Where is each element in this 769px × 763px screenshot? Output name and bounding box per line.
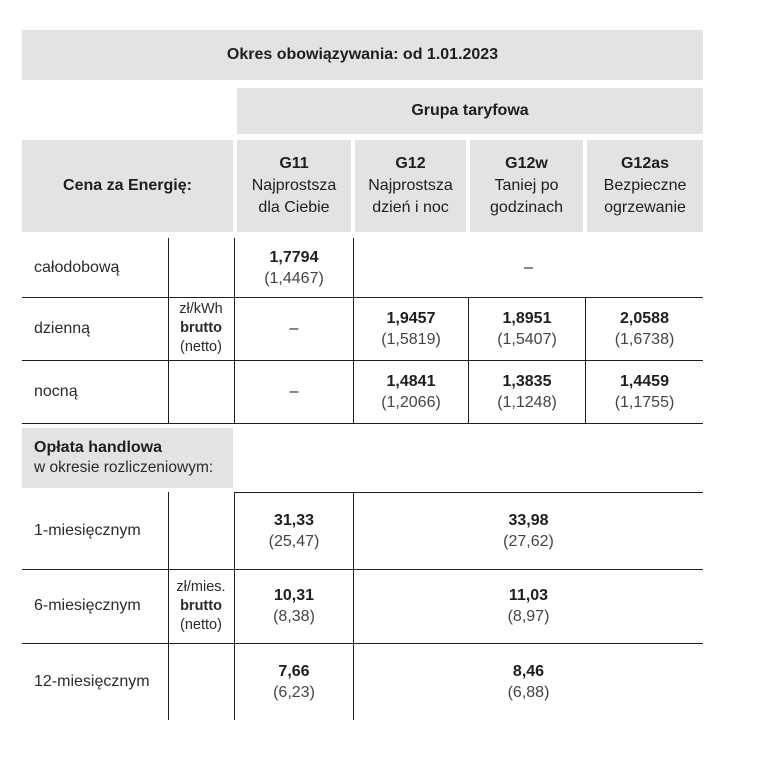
group-code: G12as — [620, 155, 670, 172]
group-name-line2: dzień i noc — [372, 199, 449, 216]
group-name-line2: godzinach — [490, 199, 563, 216]
price-cell — [469, 297, 585, 360]
price-cell — [586, 297, 703, 360]
validity-text: Okres obowiązywania: od 1.01.2023 — [226, 46, 499, 63]
dash: – — [289, 320, 299, 337]
group-name-line1: Najprostsza — [368, 177, 453, 194]
fee-net: (8,38) — [273, 608, 315, 625]
unit-gross: brutto — [180, 597, 222, 614]
price-cell — [354, 360, 468, 423]
fee-net: (25,47) — [268, 532, 320, 550]
group-code: G12w — [505, 155, 548, 172]
price-gross: 1,4841 — [386, 372, 436, 390]
energy-price-header — [22, 140, 233, 232]
energy-price-label: Cena za Energię: — [63, 177, 192, 194]
dash: – — [289, 383, 299, 400]
price-cell — [354, 297, 468, 360]
dash: – — [524, 259, 533, 276]
group-name-line1: Taniej po — [494, 177, 559, 194]
price-cell — [469, 360, 585, 423]
fee-gross: 7,66 — [278, 662, 310, 680]
row-label-text: całodobową — [34, 258, 120, 276]
fee-net: (27,62) — [503, 532, 554, 550]
price-net: (1,6738) — [614, 330, 675, 348]
fee-cell — [354, 569, 703, 643]
price-cell — [586, 360, 703, 423]
group-header-g12w — [470, 140, 583, 232]
unit-gross: brutto — [180, 320, 222, 336]
group-name-line1: Bezpieczne — [603, 177, 687, 194]
row-label-text: dzienną — [34, 319, 91, 337]
price-gross: 1,4459 — [620, 372, 669, 390]
fee-cell — [235, 643, 353, 720]
group-header-g12 — [355, 140, 466, 232]
row-label-text: 6-miesięcznym — [34, 597, 141, 614]
price-cell — [235, 238, 353, 297]
fee-unit — [168, 569, 234, 643]
fee-header — [22, 428, 233, 488]
tariff-group-header — [237, 88, 703, 134]
price-net: (1,1248) — [497, 393, 557, 411]
unit-text: zł/kWh — [179, 301, 223, 317]
price-net: (1,5819) — [381, 330, 441, 348]
group-name-line2: dla Ciebie — [258, 199, 330, 216]
row-label-text: 1-miesięcznym — [34, 521, 141, 539]
fee-gross: 8,46 — [512, 662, 545, 680]
fee-cell — [235, 569, 353, 643]
price-net: (1,4467) — [264, 269, 324, 287]
fee-cell — [354, 492, 703, 569]
price-gross: 1,9457 — [386, 309, 436, 327]
unit-text: zł/mies. — [176, 578, 226, 595]
group-header-g12as — [587, 140, 703, 232]
price-gross: 1,8951 — [502, 309, 552, 327]
energy-row-label — [22, 297, 168, 360]
group-name-line2: ogrzewanie — [604, 199, 686, 216]
unit-net: (netto) — [180, 616, 222, 633]
unit-net: (netto) — [180, 339, 222, 355]
fee-row-label — [22, 492, 168, 569]
price-cell-empty — [354, 238, 703, 297]
group-header-g11 — [237, 140, 351, 232]
fee-cell — [235, 492, 353, 569]
row-label-text: 12-miesięcznym — [34, 672, 150, 690]
group-code: G12 — [395, 155, 426, 172]
fee-gross: 10,31 — [273, 587, 315, 604]
price-net: (1,1755) — [614, 393, 675, 411]
fee-subtitle: w okresie rozliczeniowym: — [34, 459, 214, 476]
fee-title: Opłata handlowa — [34, 439, 163, 456]
fee-net: (6,88) — [507, 683, 550, 701]
tariff-group-label: Grupa taryfowa — [411, 102, 529, 119]
fee-gross: 33,98 — [508, 511, 549, 529]
row-divider — [22, 423, 703, 424]
price-net: (1,2066) — [381, 393, 441, 411]
fee-row-label — [22, 643, 168, 720]
group-name-line1: Najprostsza — [251, 177, 337, 194]
fee-gross: 31,33 — [273, 511, 315, 529]
price-cell-empty — [235, 297, 353, 360]
row-label-text: nocną — [34, 382, 78, 400]
group-code: G11 — [279, 155, 309, 172]
price-cell-empty — [235, 360, 353, 423]
price-net: (1,5407) — [497, 330, 557, 348]
energy-row-label — [22, 238, 168, 297]
validity-header — [22, 30, 703, 80]
fee-row-label — [22, 569, 168, 643]
price-gross: 2,0588 — [620, 309, 669, 327]
energy-row-label — [22, 360, 168, 423]
fee-cell — [354, 643, 703, 720]
fee-gross: 11,03 — [508, 587, 549, 604]
fee-net: (8,97) — [507, 608, 550, 625]
fee-net: (6,23) — [273, 683, 315, 701]
price-gross: 1,7794 — [269, 248, 319, 266]
energy-unit — [168, 297, 234, 360]
price-gross: 1,3835 — [502, 372, 552, 390]
